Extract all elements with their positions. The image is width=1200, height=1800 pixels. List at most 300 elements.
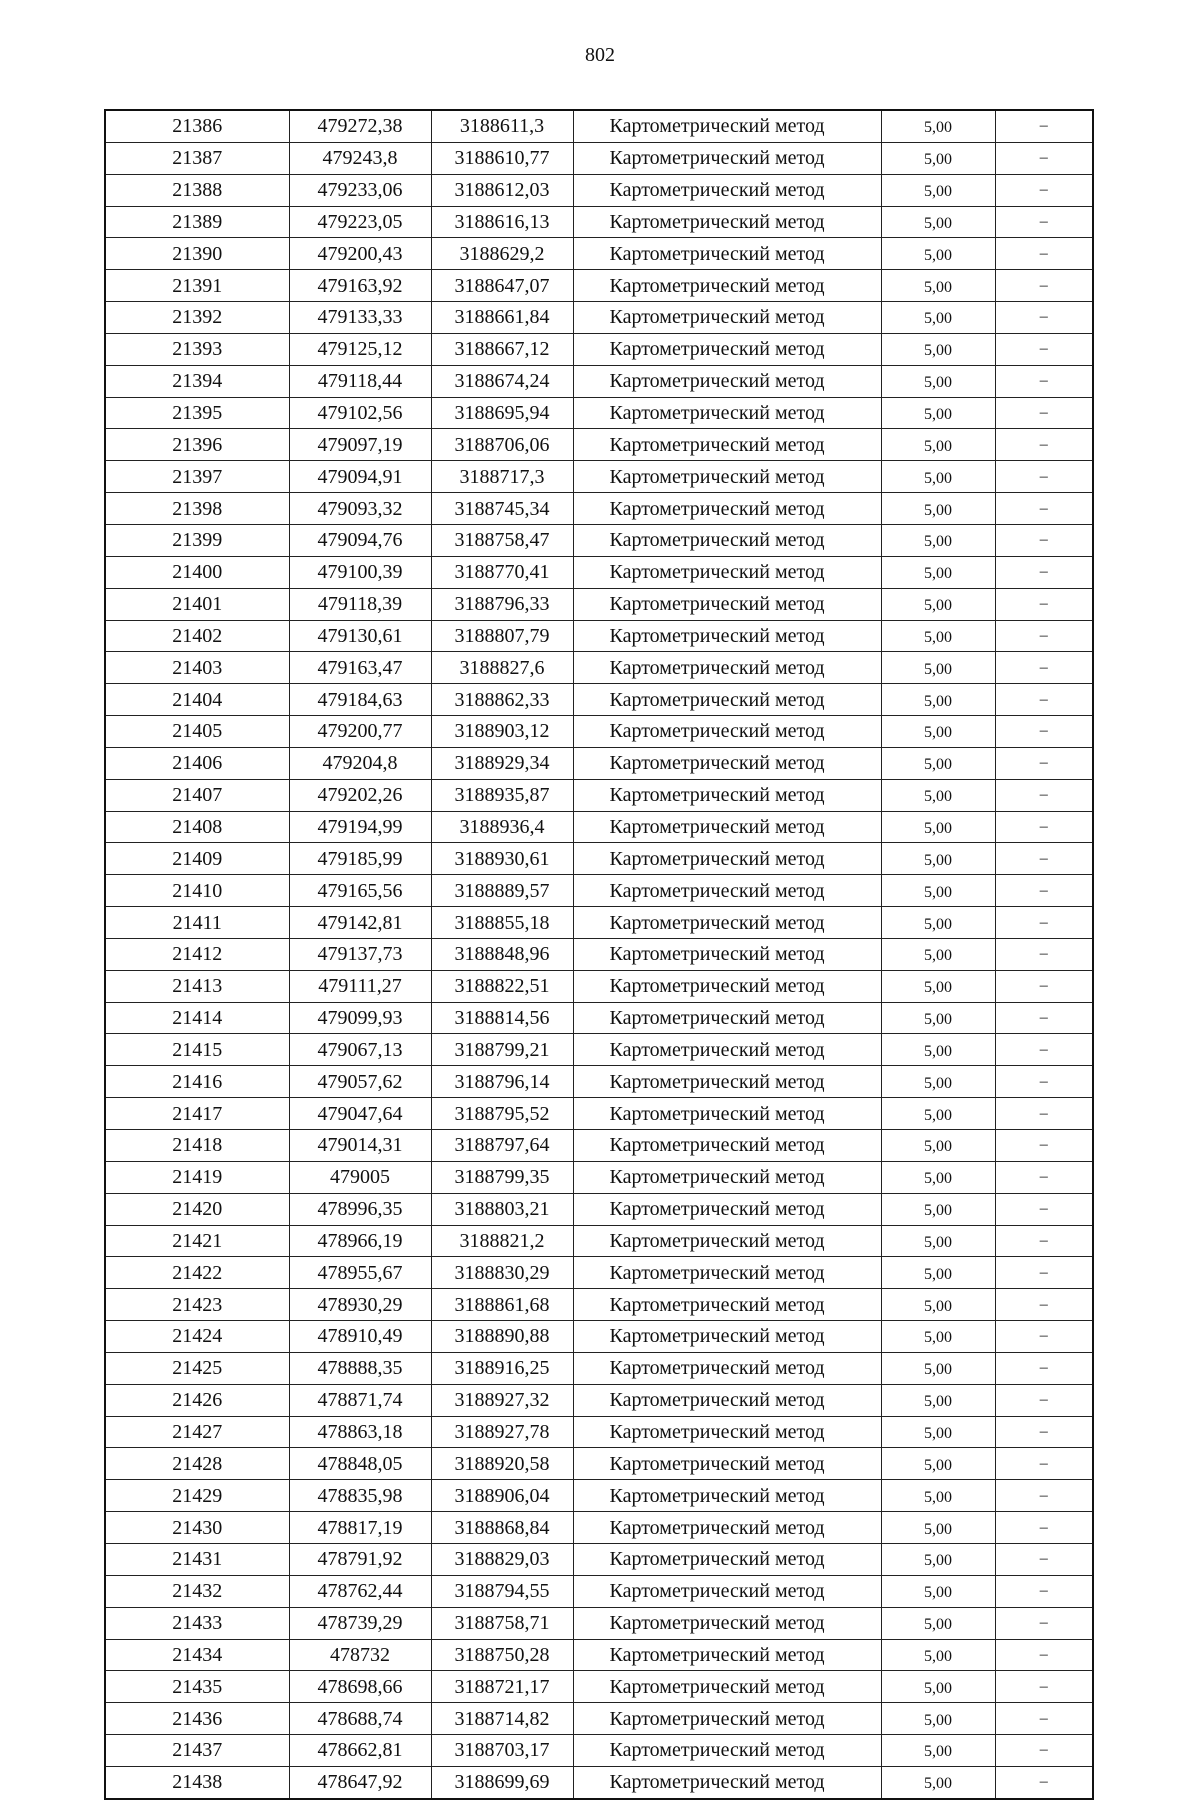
point-number-cell: 21430	[105, 1512, 289, 1544]
table-row	[105, 493, 1093, 525]
accuracy-cell: 5,00	[881, 238, 995, 270]
x-coordinate-cell: 479093,32	[289, 493, 431, 525]
x-coordinate-cell: 479111,27	[289, 970, 431, 1002]
method-cell: Картометрический метод	[573, 142, 881, 174]
method-cell: Картометрический метод	[573, 174, 881, 206]
accuracy-cell: 5,00	[881, 1352, 995, 1384]
method-cell: Картометрический метод	[573, 938, 881, 970]
point-number-cell: 21418	[105, 1130, 289, 1162]
table-row	[105, 1607, 1093, 1639]
table-row	[105, 1257, 1093, 1289]
y-coordinate-cell: 3188890,88	[431, 1321, 573, 1353]
method-cell: Картометрический метод	[573, 1607, 881, 1639]
point-number-cell: 21395	[105, 397, 289, 429]
accuracy-cell: 5,00	[881, 461, 995, 493]
table-row	[105, 1352, 1093, 1384]
description-cell: –	[995, 1703, 1093, 1735]
x-coordinate-cell: 479163,47	[289, 652, 431, 684]
accuracy-cell: 5,00	[881, 1607, 995, 1639]
table-row	[105, 938, 1093, 970]
description-cell: –	[995, 333, 1093, 365]
accuracy-cell: 5,00	[881, 1448, 995, 1480]
y-coordinate-cell: 3188758,47	[431, 524, 573, 556]
description-cell: –	[995, 1448, 1093, 1480]
accuracy-cell: 5,00	[881, 365, 995, 397]
point-number-cell: 21392	[105, 302, 289, 334]
table-row	[105, 1130, 1093, 1162]
description-cell: –	[995, 907, 1093, 939]
y-coordinate-cell: 3188661,84	[431, 302, 573, 334]
x-coordinate-cell: 478910,49	[289, 1321, 431, 1353]
x-coordinate-cell: 479202,26	[289, 779, 431, 811]
x-coordinate-cell: 479133,33	[289, 302, 431, 334]
description-cell: –	[995, 1289, 1093, 1321]
table-row	[105, 1193, 1093, 1225]
point-number-cell: 21405	[105, 716, 289, 748]
description-cell: –	[995, 970, 1093, 1002]
table-row	[105, 875, 1093, 907]
y-coordinate-cell: 3188829,03	[431, 1543, 573, 1575]
method-cell: Картометрический метод	[573, 1034, 881, 1066]
description-cell: –	[995, 811, 1093, 843]
point-number-cell: 21415	[105, 1034, 289, 1066]
point-number-cell: 21424	[105, 1321, 289, 1353]
x-coordinate-cell: 479194,99	[289, 811, 431, 843]
y-coordinate-cell: 3188629,2	[431, 238, 573, 270]
table-row	[105, 461, 1093, 493]
y-coordinate-cell: 3188916,25	[431, 1352, 573, 1384]
accuracy-cell: 5,00	[881, 142, 995, 174]
method-cell: Картометрический метод	[573, 1766, 881, 1798]
table-row	[105, 1289, 1093, 1321]
description-cell: –	[995, 1735, 1093, 1767]
y-coordinate-cell: 3188674,24	[431, 365, 573, 397]
point-number-cell: 21414	[105, 1002, 289, 1034]
description-cell: –	[995, 206, 1093, 238]
table-row	[105, 524, 1093, 556]
y-coordinate-cell: 3188920,58	[431, 1448, 573, 1480]
description-cell: –	[995, 1066, 1093, 1098]
description-cell: –	[995, 588, 1093, 620]
x-coordinate-cell: 478863,18	[289, 1416, 431, 1448]
accuracy-cell: 5,00	[881, 333, 995, 365]
accuracy-cell: 5,00	[881, 1066, 995, 1098]
description-cell: –	[995, 493, 1093, 525]
method-cell: Картометрический метод	[573, 1352, 881, 1384]
table-row	[105, 270, 1093, 302]
y-coordinate-cell: 3188868,84	[431, 1512, 573, 1544]
accuracy-cell: 5,00	[881, 652, 995, 684]
x-coordinate-cell: 479047,64	[289, 1098, 431, 1130]
y-coordinate-cell: 3188699,69	[431, 1766, 573, 1798]
y-coordinate-cell: 3188611,3	[431, 110, 573, 142]
method-cell: Картометрический метод	[573, 461, 881, 493]
table-row	[105, 684, 1093, 716]
y-coordinate-cell: 3188889,57	[431, 875, 573, 907]
x-coordinate-cell: 479130,61	[289, 620, 431, 652]
accuracy-cell: 5,00	[881, 206, 995, 238]
method-cell: Картометрический метод	[573, 843, 881, 875]
point-number-cell: 21407	[105, 779, 289, 811]
accuracy-cell: 5,00	[881, 1671, 995, 1703]
accuracy-cell: 5,00	[881, 110, 995, 142]
table-row	[105, 1703, 1093, 1735]
x-coordinate-cell: 478817,19	[289, 1512, 431, 1544]
table-row	[105, 1161, 1093, 1193]
y-coordinate-cell: 3188930,61	[431, 843, 573, 875]
method-cell: Картометрический метод	[573, 716, 881, 748]
description-cell: –	[995, 302, 1093, 334]
description-cell: –	[995, 1512, 1093, 1544]
method-cell: Картометрический метод	[573, 556, 881, 588]
accuracy-cell: 5,00	[881, 970, 995, 1002]
description-cell: –	[995, 1416, 1093, 1448]
point-number-cell: 21389	[105, 206, 289, 238]
method-cell: Картометрический метод	[573, 365, 881, 397]
x-coordinate-cell: 479204,8	[289, 747, 431, 779]
point-number-cell: 21416	[105, 1066, 289, 1098]
description-cell: –	[995, 270, 1093, 302]
method-cell: Картометрический метод	[573, 779, 881, 811]
y-coordinate-cell: 3188667,12	[431, 333, 573, 365]
y-coordinate-cell: 3188770,41	[431, 556, 573, 588]
accuracy-cell: 5,00	[881, 1098, 995, 1130]
x-coordinate-cell: 478848,05	[289, 1448, 431, 1480]
table-row	[105, 779, 1093, 811]
method-cell: Картометрический метод	[573, 302, 881, 334]
accuracy-cell: 5,00	[881, 1034, 995, 1066]
x-coordinate-cell: 479142,81	[289, 907, 431, 939]
method-cell: Картометрический метод	[573, 1321, 881, 1353]
point-number-cell: 21428	[105, 1448, 289, 1480]
y-coordinate-cell: 3188647,07	[431, 270, 573, 302]
method-cell: Картометрический метод	[573, 1161, 881, 1193]
point-number-cell: 21396	[105, 429, 289, 461]
table-row	[105, 1448, 1093, 1480]
y-coordinate-cell: 3188929,34	[431, 747, 573, 779]
accuracy-cell: 5,00	[881, 270, 995, 302]
y-coordinate-cell: 3188936,4	[431, 811, 573, 843]
accuracy-cell: 5,00	[881, 588, 995, 620]
y-coordinate-cell: 3188796,14	[431, 1066, 573, 1098]
point-number-cell: 21412	[105, 938, 289, 970]
accuracy-cell: 5,00	[881, 1289, 995, 1321]
x-coordinate-cell: 478688,74	[289, 1703, 431, 1735]
accuracy-cell: 5,00	[881, 811, 995, 843]
y-coordinate-cell: 3188799,21	[431, 1034, 573, 1066]
table-row	[105, 1543, 1093, 1575]
y-coordinate-cell: 3188821,2	[431, 1225, 573, 1257]
y-coordinate-cell: 3188906,04	[431, 1480, 573, 1512]
description-cell: –	[995, 556, 1093, 588]
table-row	[105, 588, 1093, 620]
table-row	[105, 1766, 1093, 1798]
accuracy-cell: 5,00	[881, 620, 995, 652]
table-row	[105, 110, 1093, 142]
point-number-cell: 21391	[105, 270, 289, 302]
y-coordinate-cell: 3188610,77	[431, 142, 573, 174]
accuracy-cell: 5,00	[881, 1735, 995, 1767]
accuracy-cell: 5,00	[881, 1384, 995, 1416]
description-cell: –	[995, 1321, 1093, 1353]
x-coordinate-cell: 479102,56	[289, 397, 431, 429]
y-coordinate-cell: 3188799,35	[431, 1161, 573, 1193]
table-row	[105, 970, 1093, 1002]
y-coordinate-cell: 3188862,33	[431, 684, 573, 716]
y-coordinate-cell: 3188861,68	[431, 1289, 573, 1321]
x-coordinate-cell: 479100,39	[289, 556, 431, 588]
y-coordinate-cell: 3188695,94	[431, 397, 573, 429]
description-cell: –	[995, 747, 1093, 779]
point-number-cell: 21438	[105, 1766, 289, 1798]
y-coordinate-cell: 3188848,96	[431, 938, 573, 970]
y-coordinate-cell: 3188612,03	[431, 174, 573, 206]
table-row	[105, 747, 1093, 779]
point-number-cell: 21419	[105, 1161, 289, 1193]
x-coordinate-cell: 479163,92	[289, 270, 431, 302]
point-number-cell: 21422	[105, 1257, 289, 1289]
description-cell: –	[995, 684, 1093, 716]
table-row	[105, 429, 1093, 461]
point-number-cell: 21432	[105, 1575, 289, 1607]
method-cell: Картометрический метод	[573, 1002, 881, 1034]
accuracy-cell: 5,00	[881, 524, 995, 556]
method-cell: Картометрический метод	[573, 1703, 881, 1735]
method-cell: Картометрический метод	[573, 684, 881, 716]
y-coordinate-cell: 3188706,06	[431, 429, 573, 461]
accuracy-cell: 5,00	[881, 1002, 995, 1034]
accuracy-cell: 5,00	[881, 1766, 995, 1798]
table-row	[105, 333, 1093, 365]
accuracy-cell: 5,00	[881, 779, 995, 811]
y-coordinate-cell: 3188794,55	[431, 1575, 573, 1607]
accuracy-cell: 5,00	[881, 302, 995, 334]
description-cell: –	[995, 1257, 1093, 1289]
point-number-cell: 21401	[105, 588, 289, 620]
table-row	[105, 620, 1093, 652]
point-number-cell: 21411	[105, 907, 289, 939]
accuracy-cell: 5,00	[881, 493, 995, 525]
point-number-cell: 21431	[105, 1543, 289, 1575]
method-cell: Картометрический метод	[573, 1289, 881, 1321]
point-number-cell: 21394	[105, 365, 289, 397]
table-row	[105, 1735, 1093, 1767]
x-coordinate-cell: 479005	[289, 1161, 431, 1193]
method-cell: Картометрический метод	[573, 620, 881, 652]
point-number-cell: 21409	[105, 843, 289, 875]
accuracy-cell: 5,00	[881, 556, 995, 588]
point-number-cell: 21390	[105, 238, 289, 270]
description-cell: –	[995, 1161, 1093, 1193]
table-row	[105, 1480, 1093, 1512]
point-number-cell: 21417	[105, 1098, 289, 1130]
point-number-cell: 21410	[105, 875, 289, 907]
description-cell: –	[995, 1193, 1093, 1225]
table-row	[105, 811, 1093, 843]
table-row	[105, 1575, 1093, 1607]
table-row	[105, 1225, 1093, 1257]
table-row	[105, 843, 1093, 875]
accuracy-cell: 5,00	[881, 1575, 995, 1607]
accuracy-cell: 5,00	[881, 1225, 995, 1257]
description-cell: –	[995, 716, 1093, 748]
x-coordinate-cell: 479097,19	[289, 429, 431, 461]
description-cell: –	[995, 1671, 1093, 1703]
x-coordinate-cell: 478739,29	[289, 1607, 431, 1639]
point-number-cell: 21404	[105, 684, 289, 716]
method-cell: Картометрический метод	[573, 1480, 881, 1512]
table-row	[105, 397, 1093, 429]
point-number-cell: 21406	[105, 747, 289, 779]
y-coordinate-cell: 3188714,82	[431, 1703, 573, 1735]
description-cell: –	[995, 461, 1093, 493]
point-number-cell: 21403	[105, 652, 289, 684]
table-row	[105, 302, 1093, 334]
page-number: 802	[585, 44, 615, 66]
x-coordinate-cell: 479184,63	[289, 684, 431, 716]
description-cell: –	[995, 620, 1093, 652]
y-coordinate-cell: 3188830,29	[431, 1257, 573, 1289]
table-row	[105, 1066, 1093, 1098]
x-coordinate-cell: 479057,62	[289, 1066, 431, 1098]
x-coordinate-cell: 479185,99	[289, 843, 431, 875]
y-coordinate-cell: 3188855,18	[431, 907, 573, 939]
accuracy-cell: 5,00	[881, 1639, 995, 1671]
x-coordinate-cell: 478955,67	[289, 1257, 431, 1289]
point-number-cell: 21399	[105, 524, 289, 556]
table-row	[105, 1384, 1093, 1416]
y-coordinate-cell: 3188827,6	[431, 652, 573, 684]
point-number-cell: 21387	[105, 142, 289, 174]
accuracy-cell: 5,00	[881, 1193, 995, 1225]
method-cell: Картометрический метод	[573, 1448, 881, 1480]
method-cell: Картометрический метод	[573, 875, 881, 907]
table-row	[105, 1098, 1093, 1130]
method-cell: Картометрический метод	[573, 1225, 881, 1257]
point-number-cell: 21429	[105, 1480, 289, 1512]
point-number-cell: 21408	[105, 811, 289, 843]
x-coordinate-cell: 478791,92	[289, 1543, 431, 1575]
description-cell: –	[995, 1480, 1093, 1512]
description-cell: –	[995, 1098, 1093, 1130]
y-coordinate-cell: 3188797,64	[431, 1130, 573, 1162]
description-cell: –	[995, 1130, 1093, 1162]
accuracy-cell: 5,00	[881, 1416, 995, 1448]
method-cell: Картометрический метод	[573, 588, 881, 620]
method-cell: Картометрический метод	[573, 970, 881, 1002]
accuracy-cell: 5,00	[881, 397, 995, 429]
point-number-cell: 21420	[105, 1193, 289, 1225]
method-cell: Картометрический метод	[573, 747, 881, 779]
method-cell: Картометрический метод	[573, 1512, 881, 1544]
accuracy-cell: 5,00	[881, 716, 995, 748]
x-coordinate-cell: 478930,29	[289, 1289, 431, 1321]
y-coordinate-cell: 3188758,71	[431, 1607, 573, 1639]
x-coordinate-cell: 478762,44	[289, 1575, 431, 1607]
method-cell: Картометрический метод	[573, 811, 881, 843]
description-cell: –	[995, 1384, 1093, 1416]
point-number-cell: 21402	[105, 620, 289, 652]
y-coordinate-cell: 3188903,12	[431, 716, 573, 748]
table-row	[105, 556, 1093, 588]
accuracy-cell: 5,00	[881, 1703, 995, 1735]
method-cell: Картометрический метод	[573, 1193, 881, 1225]
method-cell: Картометрический метод	[573, 907, 881, 939]
accuracy-cell: 5,00	[881, 684, 995, 716]
y-coordinate-cell: 3188927,32	[431, 1384, 573, 1416]
method-cell: Картометрический метод	[573, 1098, 881, 1130]
method-cell: Картометрический метод	[573, 238, 881, 270]
description-cell: –	[995, 1639, 1093, 1671]
description-cell: –	[995, 142, 1093, 174]
x-coordinate-cell: 479243,8	[289, 142, 431, 174]
point-number-cell: 21397	[105, 461, 289, 493]
method-cell: Картометрический метод	[573, 333, 881, 365]
method-cell: Картометрический метод	[573, 1639, 881, 1671]
description-cell: –	[995, 365, 1093, 397]
accuracy-cell: 5,00	[881, 875, 995, 907]
method-cell: Картометрический метод	[573, 270, 881, 302]
x-coordinate-cell: 479272,38	[289, 110, 431, 142]
y-coordinate-cell: 3188717,3	[431, 461, 573, 493]
point-number-cell: 21437	[105, 1735, 289, 1767]
accuracy-cell: 5,00	[881, 1480, 995, 1512]
description-cell: –	[995, 174, 1093, 206]
x-coordinate-cell: 479099,93	[289, 1002, 431, 1034]
table-body	[105, 110, 1093, 1799]
accuracy-cell: 5,00	[881, 1257, 995, 1289]
y-coordinate-cell: 3188803,21	[431, 1193, 573, 1225]
description-cell: –	[995, 1352, 1093, 1384]
table-row	[105, 1002, 1093, 1034]
table-row	[105, 1416, 1093, 1448]
method-cell: Картометрический метод	[573, 652, 881, 684]
table-row	[105, 142, 1093, 174]
description-cell: –	[995, 238, 1093, 270]
description-cell: –	[995, 397, 1093, 429]
point-number-cell: 21435	[105, 1671, 289, 1703]
description-cell: –	[995, 1034, 1093, 1066]
point-number-cell: 21388	[105, 174, 289, 206]
description-cell: –	[995, 652, 1093, 684]
x-coordinate-cell: 478647,92	[289, 1766, 431, 1798]
x-coordinate-cell: 479125,12	[289, 333, 431, 365]
y-coordinate-cell: 3188795,52	[431, 1098, 573, 1130]
description-cell: –	[995, 1002, 1093, 1034]
description-cell: –	[995, 1543, 1093, 1575]
x-coordinate-cell: 479233,06	[289, 174, 431, 206]
method-cell: Картометрический метод	[573, 1384, 881, 1416]
x-coordinate-cell: 478732	[289, 1639, 431, 1671]
method-cell: Картометрический метод	[573, 110, 881, 142]
method-cell: Картометрический метод	[573, 1130, 881, 1162]
method-cell: Картометрический метод	[573, 1575, 881, 1607]
description-cell: –	[995, 1607, 1093, 1639]
description-cell: –	[995, 1225, 1093, 1257]
accuracy-cell: 5,00	[881, 1543, 995, 1575]
point-number-cell: 21393	[105, 333, 289, 365]
accuracy-cell: 5,00	[881, 429, 995, 461]
point-number-cell: 21434	[105, 1639, 289, 1671]
point-number-cell: 21427	[105, 1416, 289, 1448]
table-row	[105, 1034, 1093, 1066]
x-coordinate-cell: 479200,43	[289, 238, 431, 270]
x-coordinate-cell: 479094,76	[289, 524, 431, 556]
point-number-cell: 21426	[105, 1384, 289, 1416]
x-coordinate-cell: 479137,73	[289, 938, 431, 970]
x-coordinate-cell: 478966,19	[289, 1225, 431, 1257]
table-row	[105, 1512, 1093, 1544]
